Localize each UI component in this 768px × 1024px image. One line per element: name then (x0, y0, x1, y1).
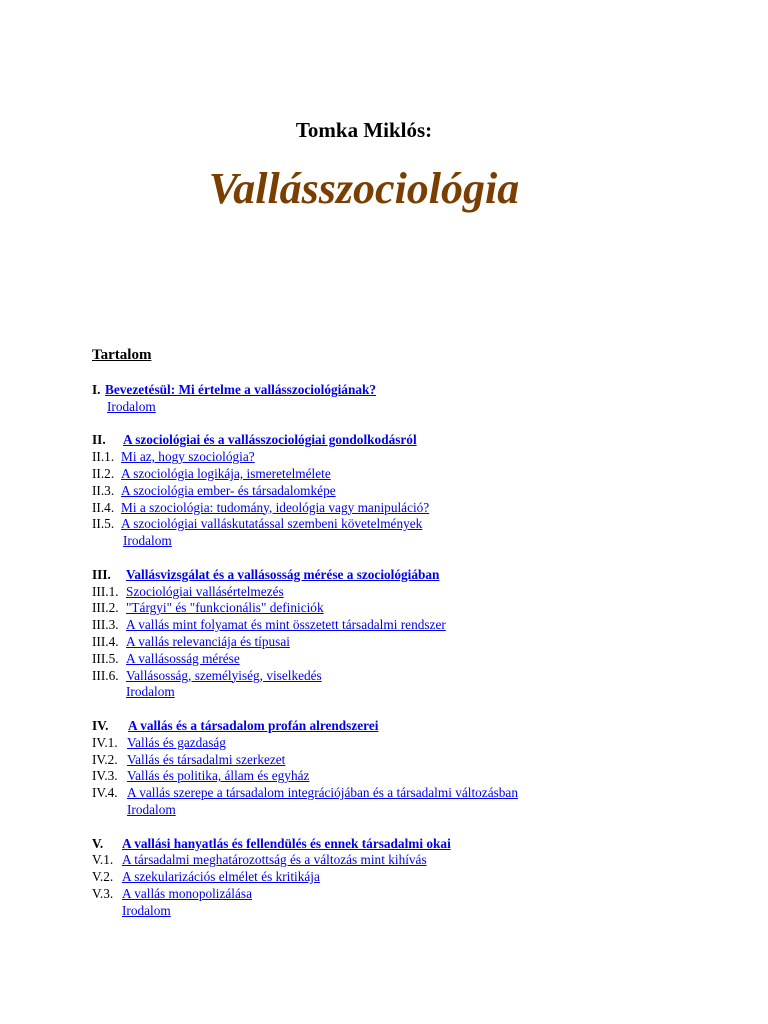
item-number: V.1. (92, 852, 114, 868)
toc-item-link[interactable]: Vallás és gazdaság (127, 734, 226, 750)
chapter-number: I. (92, 382, 101, 397)
item-number: II.2. (92, 465, 115, 481)
item-number: II.3. (92, 482, 115, 498)
toc-item-link[interactable]: A társadalmi meghatározottság és a változás mint kihívás (122, 852, 427, 868)
toc-chapter-3 (92, 567, 732, 701)
chapter-number: V. (92, 835, 104, 851)
toc-item-link[interactable]: A vallásosság mérése (126, 650, 240, 666)
item-number: III.6. (92, 667, 119, 683)
chapter-link-1[interactable]: Bevezetésül: Mi értelme a vallásszociológiának? (105, 382, 377, 397)
toc-item-link[interactable]: A szekularizációs elmélet és kritikája (122, 869, 320, 885)
item-number: V.2. (92, 869, 114, 885)
item-number: IV.4. (92, 785, 118, 801)
toc-chapter-5 (92, 836, 732, 920)
toc-chapter-2 (92, 432, 732, 550)
toc-item-link[interactable]: A szociológia ember- és társadalomképe (121, 482, 336, 498)
toc-chapter-4 (92, 718, 732, 819)
chapter-link-2[interactable]: A szociológiai és a vallásszociológiai gondolkodásról (123, 432, 417, 448)
item-number: II.4. (92, 499, 115, 515)
chapter-link-3[interactable]: Vallásvizsgálat és a vallásosság mérése a szociológiában (126, 566, 440, 582)
item-number: III.1. (92, 583, 119, 599)
toc-item-link[interactable]: Vallás és társadalmi szerkezet (127, 751, 286, 767)
toc-item-link[interactable]: A szociológia logikája, ismeretelmélete (121, 465, 331, 481)
item-number: IV.1. (92, 734, 118, 750)
chapter-number: II. (92, 432, 106, 448)
toc-heading: Tartalom (92, 347, 152, 363)
item-number: III.4. (92, 633, 119, 649)
literature-link-3[interactable]: Irodalom (126, 684, 175, 700)
item-number: V.3. (92, 885, 114, 901)
item-number: II.5. (92, 516, 115, 532)
toc-item-link[interactable]: A vallás relevanciája és típusai (126, 633, 290, 649)
literature-link-2[interactable]: Irodalom (123, 533, 172, 549)
table-of-contents (92, 382, 732, 936)
toc-item-link[interactable]: Mi a szociológia: tudomány, ideológia vagy manipuláció? (121, 499, 430, 515)
item-number: III.5. (92, 650, 119, 666)
literature-link-1[interactable]: Irodalom (107, 398, 156, 414)
toc-item-link[interactable]: "Tárgyi" és "funkcionális" definiciók (126, 600, 324, 616)
toc-item-link[interactable]: Szociológiai vallásértelmezés (126, 583, 284, 599)
toc-item-link[interactable]: A szociológiai valláskutatással szembeni követelmények (121, 516, 423, 532)
chapter-number: IV. (92, 717, 109, 733)
item-number: III.2. (92, 600, 119, 616)
item-number: IV.2. (92, 751, 118, 767)
literature-link-4[interactable]: Irodalom (127, 801, 176, 817)
chapter-link-5[interactable]: A vallási hanyatlás és fellendülés és ennek társadalmi okai (122, 835, 451, 851)
toc-item-link[interactable]: Mi az, hogy szociológia? (121, 449, 255, 465)
author-name: Tomka Miklós: (295, 118, 433, 142)
toc-item-link[interactable]: A vallás szerepe a társadalom integrációjában és a társadalmi változásban (127, 785, 518, 801)
toc-item-link[interactable]: A vallás mint folyamat és mint összetett társadalmi rendszer (126, 617, 446, 633)
chapter-number: III. (92, 566, 111, 582)
toc-item-link[interactable]: Vallás és politika, állam és egyház (127, 768, 310, 784)
literature-link-5[interactable]: Irodalom (122, 902, 171, 918)
item-number: II.1. (92, 449, 115, 465)
toc-chapter-1 (92, 382, 732, 416)
book-title: Vallásszociológia (208, 164, 520, 213)
item-number: III.3. (92, 617, 119, 633)
toc-item-link[interactable]: Vallásosság, személyiség, viselkedés (126, 667, 322, 683)
toc-item-link[interactable]: A vallás monopolizálása (122, 885, 252, 901)
item-number: IV.3. (92, 768, 118, 784)
chapter-link-4[interactable]: A vallás és a társadalom profán alrendszerei (128, 717, 379, 733)
